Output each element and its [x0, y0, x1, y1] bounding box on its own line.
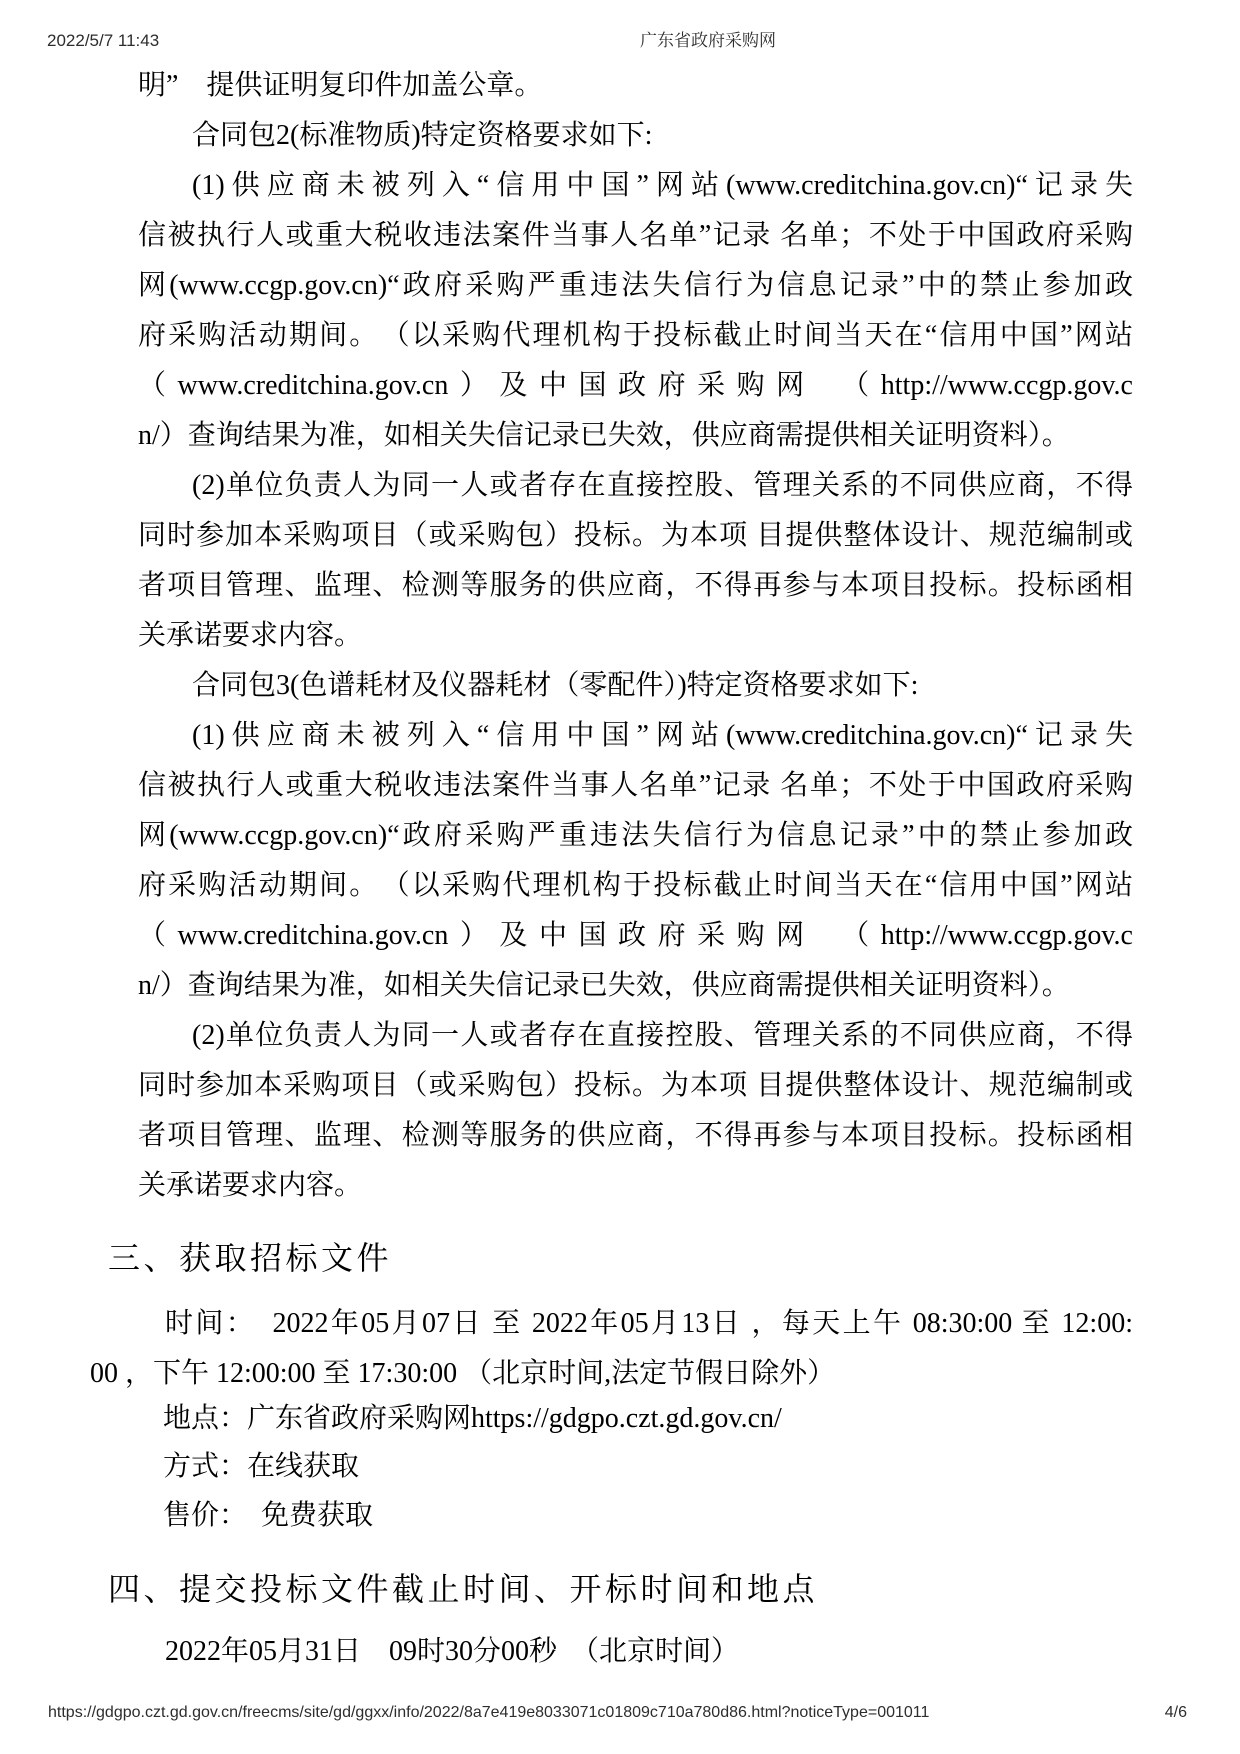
section4-heading: 四、提交投标文件截止时间、开标时间和地点	[108, 1571, 819, 1607]
package3-req1-line: 府采购活动期间。 （以采购代理机构于投标截止时间当天在“信用中国”网站	[138, 870, 1133, 901]
package3-req2-line: 者项目管理、监理、检测等服务的供应商，不得再参与本项目投标。投标函相	[138, 1120, 1133, 1151]
package2-title: 合同包2(标准物质)特定资格要求如下:	[192, 120, 653, 151]
doc-continuation-line: 明” 提供证明复印件加盖公章。	[138, 70, 543, 101]
print-header-datetime: 2022/5/7 11:43	[47, 31, 160, 50]
print-footer-url: https://gdgpo.czt.gd.gov.cn/freecms/site/gd/ggxx/info/2022/8a7e419e8033071c01809c710a780d86.html?noticeType=001011	[48, 1704, 930, 1721]
section3-place-line: 地点：广东省政府采购网https://gdgpo.czt.gd.gov.cn/	[163, 1403, 782, 1434]
package3-req1-line: (1)供应商未被列入“信用中国”网站(www.creditchina.gov.cn)“记录失	[192, 720, 1133, 751]
package2-req1-line: （www.creditchina.gov.cn）及中国政府采购网 （http://www.ccgp.gov.c	[138, 370, 1133, 401]
section3-time-line: 时间： 2022年05月07日 至 2022年05月13日 ，每天上午 08:30:00 至 12:00:	[165, 1308, 1133, 1339]
package2-req2-line: 同时参加本采购项目（或采购包）投标。为本项 目提供整体设计、规范编制或	[138, 520, 1133, 551]
package2-req1-line: (1)供应商未被列入“信用中国”网站(www.creditchina.gov.cn)“记录失	[192, 170, 1133, 201]
package3-req1-line: 信被执行人或重大税收违法案件当事人名单”记录 名单；不处于中国政府采购	[138, 770, 1133, 801]
package3-title: 合同包3(色谱耗材及仪器耗材（零配件）)特定资格要求如下:	[192, 670, 919, 701]
package2-req2-line: (2)单位负责人为同一人或者存在直接控股、管理关系的不同供应商，不得	[192, 470, 1133, 501]
print-header-site-title: 广东省政府采购网	[640, 31, 776, 50]
section3-price-line: 售价： 免费获取	[163, 1500, 374, 1531]
package3-req2-line: (2)单位负责人为同一人或者存在直接控股、管理关系的不同供应商，不得	[192, 1020, 1133, 1051]
package2-req2-line: 者项目管理、监理、检测等服务的供应商，不得再参与本项目投标。投标函相	[138, 570, 1133, 601]
section4-deadline-line: 2022年05月31日 09时30分00秒 （北京时间）	[165, 1636, 740, 1667]
section3-method-line: 方式：在线获取	[163, 1451, 360, 1482]
package2-req1-line: 信被执行人或重大税收违法案件当事人名单”记录 名单；不处于中国政府采购	[138, 220, 1133, 251]
section3-heading: 三、获取招标文件	[108, 1240, 393, 1276]
package3-req2-line: 同时参加本采购项目（或采购包）投标。为本项 目提供整体设计、规范编制或	[138, 1070, 1133, 1101]
package3-req1-line: n/）查询结果为准，如相关失信记录已失效，供应商需提供相关证明资料）。	[138, 970, 1070, 1001]
package2-req1-line: n/）查询结果为准，如相关失信记录已失效，供应商需提供相关证明资料）。	[138, 420, 1070, 451]
package3-req1-line: 网(www.ccgp.gov.cn)“政府采购严重违法失信行为信息记录”中的禁止参加政	[138, 820, 1133, 851]
print-footer-page-number: 4/6	[1164, 1704, 1187, 1721]
package3-req1-line: （www.creditchina.gov.cn）及中国政府采购网 （http://www.ccgp.gov.c	[138, 920, 1133, 951]
package2-req2-line: 关承诺要求内容。	[138, 620, 363, 651]
package3-req2-line: 关承诺要求内容。	[138, 1170, 363, 1201]
package2-req1-line: 网(www.ccgp.gov.cn)“政府采购严重违法失信行为信息记录”中的禁止参加政	[138, 270, 1133, 301]
section3-time-line: 00 ，下午 12:00:00 至 17:30:00 （北京时间,法定节假日除外）	[90, 1358, 836, 1389]
package2-req1-line: 府采购活动期间。 （以采购代理机构于投标截止时间当天在“信用中国”网站	[138, 320, 1133, 351]
